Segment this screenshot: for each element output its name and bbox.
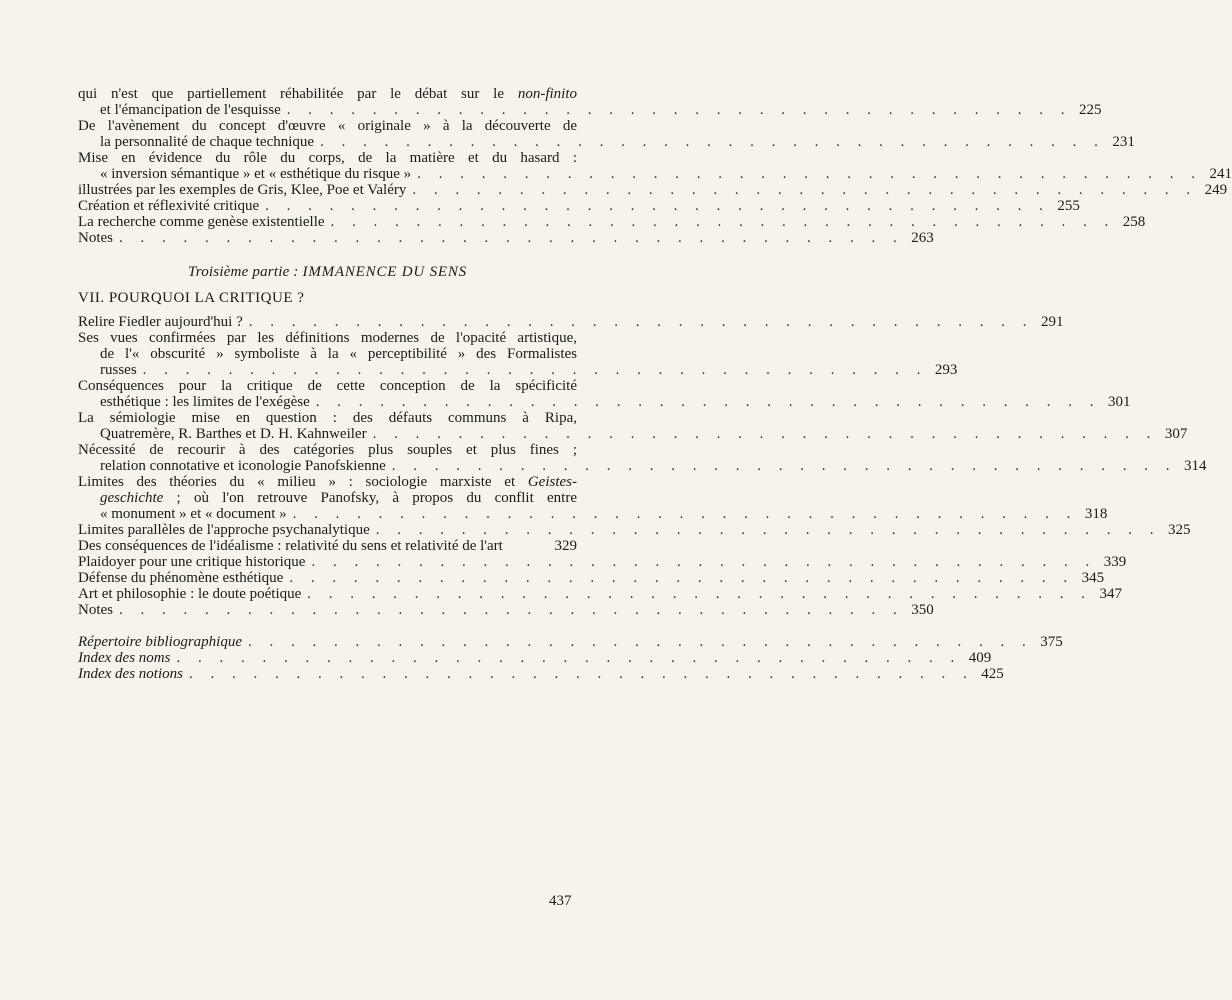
toc-line [78,182,1228,198]
toc-line [78,506,1108,522]
toc-entry [78,214,1146,230]
toc-line [78,198,1080,214]
toc-line [78,650,992,666]
toc-line [78,102,1102,118]
page-ref: 255 [1057,198,1080,214]
entry-text [78,522,370,538]
table-of-contents [78,86,1232,682]
toc-line [78,150,577,166]
page-ref: 241 [1209,166,1232,182]
dot-leader: . . . . . . . . . . . . . . . . . . . . . . . . . . . . . . . . . . . . . [372,426,1158,442]
toc-line [78,522,1191,538]
toc-entry [78,314,1064,330]
chapter-heading: VII. POURQUOI LA CRITIQUE ? [78,290,305,306]
toc-entry [78,198,1080,214]
toc-entry [78,538,577,554]
entry-text-roman: de l'« obscurité » symboliste à la « perceptibilité » des Formalistes [100,346,577,362]
toc-entry [78,586,1123,602]
entry-text [78,570,283,586]
page-ref: 350 [911,602,934,618]
entry-text-italic: Répertoire bibliographique [78,634,243,650]
entry-text-roman: Nécessité de recourir à des catégories plus souples et plus fines ; [78,442,577,458]
entry-text [78,602,113,618]
toc-entry [78,86,1102,118]
entry-text-roman: Relire Fiedler aujourd'hui ? [78,314,243,330]
toc-section-chapter-vii [78,314,1207,618]
entry-text-roman: La sémiologie mise en question : des défauts communs à Ripa, [78,410,577,426]
entry-text-roman: Quatremère, R. Barthes et D. H. Kahnweiler [100,426,367,442]
toc-line [78,362,958,378]
toc-line [78,602,934,618]
toc-line [78,166,1232,182]
toc-line [78,442,577,458]
dot-leader: . . . . . . . . . . . . . . . . . . . . . . . . . . . . . . . . . . . . . [330,214,1116,230]
toc-entry [78,570,1105,586]
dot-leader: . . . . . . . . . . . . . . . . . . . . . . . . . . . . . . . . . . . . . [286,102,1072,118]
entry-text [78,86,577,102]
page-ref: 329 [554,538,577,554]
dot-leader: . . . . . . . . . . . . . . . . . . . . . . . . . . . . . . . . . . . . . [417,166,1202,182]
entry-text [78,586,301,602]
page-ref: 225 [1079,102,1102,118]
toc-line [78,474,577,490]
entry-text [100,490,577,506]
entry-text [78,650,170,666]
toc-entry [78,474,1108,522]
entry-text-roman: Conséquences pour la critique de cette conception de la spécificité [78,378,577,394]
toc-line [78,570,1105,586]
page-ref: 347 [1099,586,1123,602]
page-ref: 291 [1041,314,1064,330]
entry-text-italic: non-finito [517,86,577,102]
toc-line [78,410,577,426]
entry-text [78,182,406,198]
toc-line [78,458,1207,474]
dot-leader: . . . . . . . . . . . . . . . . . . . . . . . . . . . . . . . . . . . . . [265,198,1050,214]
toc-entry [78,182,1228,198]
toc-line [78,118,577,134]
toc-entry [78,330,958,378]
toc-entry [78,634,1063,650]
entry-text [100,458,386,474]
entry-text [100,426,367,442]
toc-line [78,330,577,346]
dot-leader: . . . . . . . . . . . . . . . . . . . . . . . . . . . . . . . . . . . . . [292,506,1078,522]
dot-leader: . . . . . . . . . . . . . . . . . . . . . . . . . . . . . . . . . . . . . [311,554,1097,570]
dot-leader: . . . . . . . . . . . . . . . . . . . . . . . . . . . . . . . . . . . . . [315,394,1101,410]
dot-leader: . . . . . . . . . . . . . . . . . . . . . . . . . . . . . . . . . . . . . [307,586,1093,602]
entry-text-roman: esthétique : les limites de l'exégèse [100,394,310,410]
entry-text [78,474,577,490]
toc-entry [78,118,1135,150]
entry-text [78,230,113,246]
entry-text-italic: Geistes- [527,474,577,490]
page-ref: 325 [1168,522,1191,538]
page-ref: 249 [1204,182,1228,198]
entry-text [78,150,577,166]
toc-line [78,86,577,102]
dot-leader: . . . . . . . . . . . . . . . . . . . . . . . . . . . . . . . . . . . . . [142,362,928,378]
toc-entry [78,150,1232,182]
toc-entry [78,410,1188,442]
entry-text-roman: Notes [78,230,113,246]
entry-text-roman: Art et philosophie : le doute poétique [78,586,302,602]
toc-section-back-matter [78,634,1063,682]
entry-text [100,134,314,150]
toc-line [78,346,577,362]
toc-line [78,230,934,246]
entry-text-roman: illustrées par les exemples de Gris, Klee, Poe et Valéry [78,182,407,198]
entry-text-roman: De l'avènement du concept d'œuvre « originale » à la découverte de [78,118,577,134]
toc-line [78,426,1188,442]
part-title [78,264,577,280]
entry-text [78,118,577,134]
page-ref: 375 [1040,634,1063,650]
entry-text [100,394,310,410]
entry-text [78,666,183,682]
page-ref: 409 [968,650,992,666]
page-ref: 318 [1084,506,1108,522]
dot-leader: . . . . . . . . . . . . . . . . . . . . . . . . . . . . . . . . . . . . . [119,602,904,618]
page-number: 437 [549,893,572,909]
toc-line [78,134,1135,150]
toc-line [78,314,1064,330]
dot-leader: . . . . . . . . . . . . . . . . . . . . . . . . . . . . . . . . . . . . . [320,134,1105,150]
dot-leader: . . . . . . . . . . . . . . . . . . . . . . . . . . . . . . . . . . . . . [412,182,1198,198]
page-ref: 345 [1081,570,1105,586]
page-ref: 231 [1112,134,1135,150]
page-ref: 263 [911,230,934,246]
toc-entry [78,230,934,246]
toc-line [78,490,577,506]
entry-text [100,362,137,378]
entry-text-roman: russes [100,362,137,378]
entry-text-roman: qui n'est que partiellement réhabilitée par le débat sur le [78,86,518,102]
dot-leader: . . . . . . . . . . . . . . . . . . . . . . . . . . . . . . . . . . . . . [375,522,1161,538]
toc-section-before [78,86,1232,246]
toc-entry [78,442,1207,474]
entry-text-roman: Mise en évidence du rôle du corps, de la matière et du hasard : [78,150,577,166]
entry-text-roman: Limites parallèles de l'approche psychanalytique [78,522,370,538]
toc-entry [78,522,1191,538]
entry-text-roman: Création et réflexivité critique [78,198,260,214]
entry-text-italic: Index des notions [78,666,183,682]
entry-text-roman: Défense du phénomène esthétique [78,570,284,586]
entry-text-roman: Notes [78,602,113,618]
toc-entry [78,554,1127,570]
toc-line [78,666,1004,682]
page-ref: 293 [934,362,958,378]
entry-text [78,554,305,570]
section-gap [78,618,577,634]
entry-text-roman: « inversion sémantique » et « esthétique du risque » [100,166,412,182]
dot-leader: . . . . . . . . . . . . . . . . . . . . . . . . . . . . . . . . . . . . . [289,570,1075,586]
toc-entry [78,650,992,666]
entry-text [78,634,242,650]
dot-leader: . . . . . . . . . . . . . . . . . . . . . . . . . . . . . . . . . . . . . [248,634,1033,650]
entry-text [78,198,259,214]
toc-line [78,634,1063,650]
entry-text [78,214,325,230]
entry-text-roman: Ses vues confirmées par les définitions modernes de l'opacité artistique, [78,330,577,346]
toc-line [78,538,577,554]
entry-text-roman: ; où l'on retrouve Panofsky, à propos du conflit entre [163,490,577,506]
toc-line [78,214,1146,230]
entry-text-italic: geschichte [100,490,164,506]
entry-text [100,346,577,362]
entry-text-roman: Des conséquences de l'idéalisme : relativité du sens et relativité de l'art [78,538,503,554]
entry-text-roman: la personnalité de chaque technique [100,134,315,150]
entry-text [100,506,287,522]
page-ref: 307 [1164,426,1188,442]
page-ref: 425 [981,666,1004,682]
page-ref: 314 [1184,458,1207,474]
dot-leader: . . . . . . . . . . . . . . . . . . . . . . . . . . . . . . . . . . . . . [176,650,962,666]
entry-text [78,314,243,330]
entry-text-roman: « monument » et « document » [100,506,287,522]
dot-leader: . . . . . . . . . . . . . . . . . . . . . . . . . . . . . . . . . . . . . [248,314,1034,330]
entry-text-roman: Plaidoyer pour une critique historique [78,554,306,570]
toc-line [78,586,1123,602]
part-prefix: Troisième partie : [188,264,303,280]
entry-text-roman: Limites des théories du « milieu » : sociologie marxiste et [78,474,528,490]
page-ref: 258 [1122,214,1146,230]
dot-leader: . . . . . . . . . . . . . . . . . . . . . . . . . . . . . . . . . . . . . [391,458,1177,474]
toc-entry [78,602,934,618]
entry-text-roman: La recherche comme genèse existentielle [78,214,325,230]
toc-entry [78,666,1004,682]
toc-line [78,378,577,394]
entry-text [78,538,503,554]
entry-text [78,442,577,458]
toc-entry [78,378,1131,410]
entry-text-roman: et l'émancipation de l'esquisse [100,102,281,118]
toc-line [78,554,1127,570]
entry-text-roman: relation connotative et iconologie Panofskienne [100,458,386,474]
part-name: IMMANENCE DU SENS [302,264,467,280]
entry-text [78,378,577,394]
dot-leader: . . . . . . . . . . . . . . . . . . . . . . . . . . . . . . . . . . . . . [119,230,904,246]
entry-text [100,166,411,182]
page-ref: 339 [1103,554,1127,570]
entry-text [78,330,577,346]
entry-text-italic: Index des noms [78,650,171,666]
toc-line [78,394,1131,410]
entry-text [78,410,577,426]
entry-text [100,102,281,118]
dot-leader: . . . . . . . . . . . . . . . . . . . . . . . . . . . . . . . . . . . . . [188,666,974,682]
page-ref: 301 [1107,394,1131,410]
